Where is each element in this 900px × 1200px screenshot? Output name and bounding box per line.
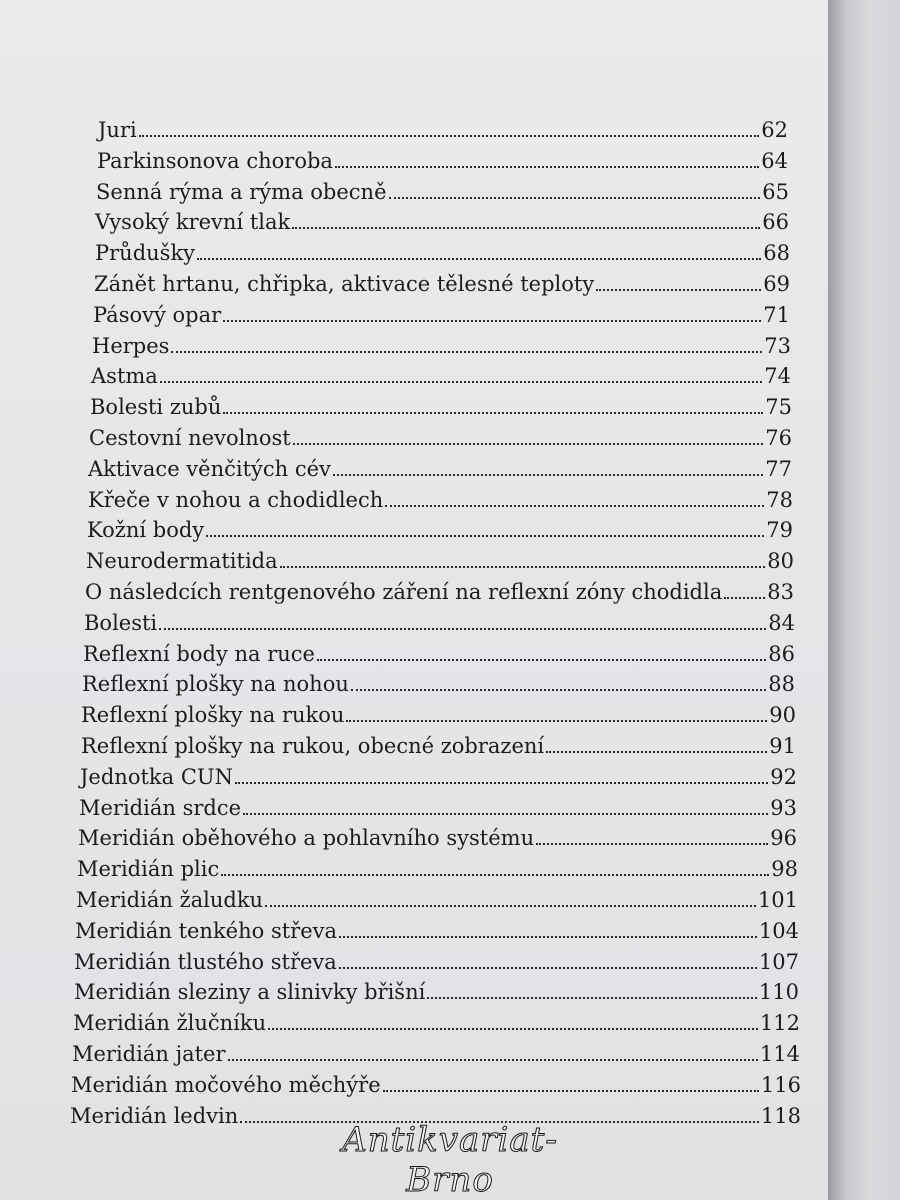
- toc-entry-title: Meridián žaludku: [76, 888, 264, 912]
- dot-leader: [427, 996, 757, 999]
- toc-entry: [77, 849, 798, 881]
- dot-leader: [235, 781, 768, 784]
- toc-entry-title: Meridián jater: [72, 1042, 226, 1066]
- toc-entry-title: Meridián ledvin: [70, 1104, 239, 1128]
- toc-entry: [72, 1034, 800, 1066]
- dot-leader: [293, 442, 764, 445]
- toc-entry-page: 79: [766, 518, 793, 542]
- toc-entry-page: 84: [768, 611, 795, 635]
- toc-entry: [98, 110, 788, 142]
- toc-entry: [96, 172, 789, 204]
- toc-entry-page: 104: [758, 919, 799, 943]
- toc-entry: [91, 356, 791, 388]
- dot-leader: [197, 257, 761, 260]
- toc-entry: [76, 880, 798, 912]
- toc-entry: [81, 695, 796, 727]
- dot-leader: [268, 1027, 758, 1030]
- toc-entry-title: Meridián močového měchýře: [71, 1073, 381, 1097]
- toc-entry-title: Průdušky: [95, 241, 196, 265]
- toc-entry: [97, 141, 788, 173]
- toc-entry-page: 96: [770, 826, 797, 850]
- toc-entry-page: 118: [760, 1104, 801, 1128]
- toc-entry-page: 77: [765, 457, 792, 481]
- toc-entry-page: 75: [765, 395, 792, 419]
- toc-entry: [80, 757, 797, 789]
- toc-entry-page: 76: [765, 426, 792, 450]
- toc-entry: [82, 664, 795, 696]
- toc-entry: [74, 942, 799, 974]
- dot-leader: [385, 504, 764, 507]
- toc-entry-page: 90: [769, 703, 796, 727]
- toc-entry-page: 62: [761, 118, 788, 142]
- toc-entry-title: Reflexní body na ruce: [83, 642, 315, 666]
- toc-entry-title: Reflexní plošky na rukou: [81, 703, 345, 727]
- toc-entry: [84, 603, 795, 635]
- toc-entry-page: 65: [762, 180, 789, 204]
- toc-entry-page: 78: [766, 488, 793, 512]
- dot-leader: [280, 565, 766, 568]
- toc-entry-page: 92: [770, 765, 797, 789]
- toc-entry-page: 98: [771, 857, 798, 881]
- dot-leader: [546, 750, 767, 753]
- watermark: Antikvariat-Brno: [342, 1120, 558, 1200]
- dot-leader: [389, 196, 761, 199]
- dot-leader: [223, 411, 763, 414]
- toc-entry-page: 71: [763, 303, 790, 327]
- dot-leader: [159, 627, 766, 630]
- dot-leader: [346, 719, 767, 722]
- toc-entry-title: Meridián srdce: [79, 796, 242, 820]
- toc-entry: [86, 541, 794, 573]
- toc-entry-title: Křeče v nohou a chodidlech: [88, 488, 384, 512]
- toc-entry-title: Juri: [98, 118, 137, 142]
- dot-leader: [221, 873, 769, 876]
- toc-entry-title: Reflexní plošky na rukou, obecné zobrazení: [81, 734, 545, 758]
- toc-entry-title: Meridián tlustého střeva: [74, 950, 337, 974]
- toc-entry-title: Kožní body: [87, 518, 205, 542]
- dot-leader: [160, 380, 762, 383]
- toc-entry-page: 83: [767, 580, 794, 604]
- toc-entry-title: Jednotka CUN: [80, 765, 233, 789]
- toc-entry-title: Cestovní nevolnost: [89, 426, 291, 450]
- dot-leader: [596, 288, 761, 291]
- toc-entry: [92, 326, 791, 358]
- toc-entry-page: 64: [761, 149, 788, 173]
- dot-leader: [339, 966, 757, 969]
- dot-leader: [223, 319, 761, 322]
- toc-entry-page: 88: [768, 672, 795, 696]
- toc-entry: [85, 572, 794, 604]
- toc-entry-page: 86: [768, 642, 795, 666]
- toc-entry-title: Meridián žlučníku: [73, 1011, 267, 1035]
- dot-leader: [292, 226, 760, 229]
- toc-entry: [95, 233, 790, 265]
- toc-entry-page: 112: [759, 1011, 800, 1035]
- toc-entry: [81, 726, 796, 758]
- toc-entry-page: 101: [757, 888, 798, 912]
- toc-entry: [79, 788, 797, 820]
- dot-leader: [139, 134, 760, 137]
- toc-entry: [87, 510, 793, 542]
- toc-entry-page: 68: [763, 241, 790, 265]
- toc-entry-title: Meridián plic: [77, 857, 220, 881]
- toc-entry: [93, 295, 790, 327]
- toc-entry: [94, 264, 790, 296]
- toc-entry-title: Parkinsonova choroba: [97, 149, 333, 173]
- toc-entry-page: 110: [758, 980, 799, 1004]
- toc-entry-title: Bolesti: [84, 611, 158, 635]
- toc-entry-page: 69: [763, 272, 790, 296]
- dot-leader: [333, 473, 763, 476]
- toc-entry-title: Bolesti zubů: [90, 395, 222, 419]
- toc-entry-page: 66: [762, 210, 789, 234]
- dot-leader: [228, 1058, 758, 1061]
- toc-entry: [75, 911, 799, 943]
- dot-leader: [243, 812, 768, 815]
- toc-entry: [95, 202, 789, 234]
- toc-entry-title: Aktivace věnčitých cév: [88, 457, 331, 481]
- toc-entry: [78, 818, 797, 850]
- dot-leader: [351, 688, 766, 691]
- toc-entry-title: Neurodermatitida: [86, 549, 278, 573]
- toc-entry-page: 116: [760, 1073, 801, 1097]
- toc-entry: [74, 972, 799, 1004]
- dot-leader: [724, 596, 765, 599]
- dot-leader: [206, 534, 764, 537]
- toc-entry-page: 91: [769, 734, 796, 758]
- toc-entry-page: 93: [770, 796, 797, 820]
- dot-leader: [339, 935, 757, 938]
- toc-entry-title: Reflexní plošky na nohou: [82, 672, 349, 696]
- toc-entry-title: Vysoký krevní tlak: [95, 210, 291, 234]
- toc-entry: [71, 1065, 801, 1097]
- toc-entry-page: 73: [764, 334, 791, 358]
- toc-entry-title: Meridián tenkého střeva: [75, 919, 338, 943]
- toc-entry-title: Meridián oběhového a pohlavního systému: [78, 826, 535, 850]
- toc-entry: [73, 1003, 800, 1035]
- toc-entry-title: Herpes: [92, 334, 170, 358]
- toc-entry-page: 107: [758, 950, 799, 974]
- toc-entry-title: O následcích rentgenového záření na reflexní zóny chodidla: [85, 580, 723, 604]
- dot-leader: [171, 350, 762, 353]
- toc-entry-title: Meridián sleziny a slinivky břišní: [74, 980, 426, 1004]
- dot-leader: [265, 904, 756, 907]
- toc-entry: [83, 634, 795, 666]
- dot-leader: [335, 165, 759, 168]
- toc-entry: [90, 387, 792, 419]
- dot-leader: [317, 658, 766, 661]
- page-edge: [828, 0, 900, 1200]
- toc-entry: [89, 418, 792, 450]
- toc-entry: [88, 480, 793, 512]
- dot-leader: [383, 1089, 759, 1092]
- toc-entry-page: 74: [764, 364, 791, 388]
- toc-entry-title: Zánět hrtanu, chřipka, aktivace tělesné teploty: [94, 272, 595, 296]
- toc-entry-title: Astma: [91, 364, 158, 388]
- toc-entry-page: 114: [759, 1042, 800, 1066]
- toc-entry-page: 80: [767, 549, 794, 573]
- toc-entry-title: Pásový opar: [93, 303, 222, 327]
- dot-leader: [536, 842, 768, 845]
- toc-entry: [88, 449, 792, 481]
- toc-entry-title: Senná rýma a rýma obecně: [96, 180, 387, 204]
